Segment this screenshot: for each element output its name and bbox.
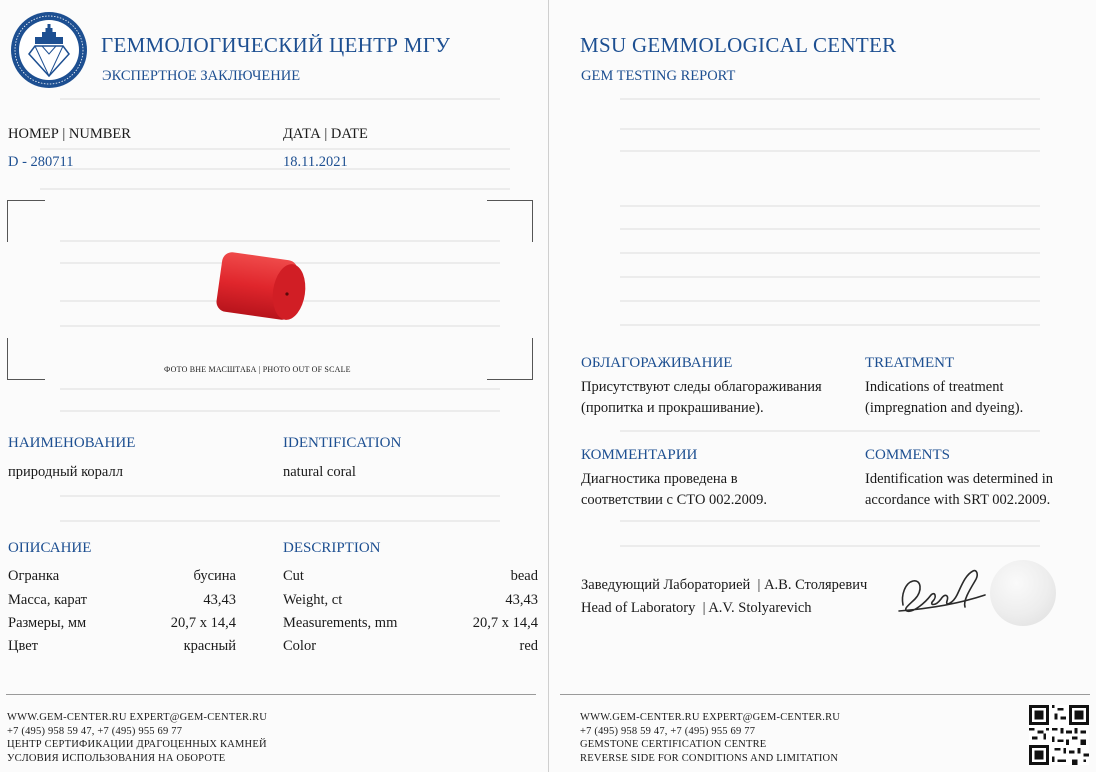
name-heading-en: IDENTIFICATION <box>283 435 402 451</box>
description-heading-ru: ОПИСАНИЕ <box>8 540 92 556</box>
footer-left-line-3: ЦЕНТР СЕРТИФИКАЦИИ ДРАГОЦЕННЫХ КАМНЕЙ <box>7 739 267 750</box>
msu-gemmological-logo-icon <box>9 10 89 90</box>
footer-right <box>580 711 840 765</box>
number-value: D - 280711 <box>8 154 74 170</box>
size-label-ru: Размеры, мм <box>8 615 87 631</box>
number-label: НОМЕР | NUMBER <box>8 126 131 142</box>
treatment-text-en-line-1: Indications of treatment <box>865 379 1004 395</box>
footer-left-line-4: УСЛОВИЯ ИСПОЛЬЗОВАНИЯ НА ОБОРОТЕ <box>7 752 226 764</box>
treatment-text-en-line-2: (impregnation and dyeing). <box>865 400 1024 416</box>
footer-right-line-4: REVERSE SIDE FOR CONDITIONS AND LIMITATION <box>580 752 839 764</box>
name-value-en: natural coral <box>283 464 356 480</box>
weight-label-ru: Масса, карат <box>8 592 87 608</box>
signer-ru: Заведующий Лабораторией | А.В. Столяревич <box>581 577 868 593</box>
signer-en: Head of Laboratory | A.V. Stolyarevich <box>581 600 812 616</box>
cut-value-en: bead <box>510 568 538 584</box>
treatment-heading-en: TREATMENT <box>865 355 955 371</box>
comments-text-en-line-2: accordance with SRT 002.2009. <box>865 492 1051 508</box>
report-title-en: GEM TESTING REPORT <box>581 68 736 84</box>
date-label: ДАТА | DATE <box>283 126 368 142</box>
treatment-text-ru <box>581 377 822 419</box>
photo-caption: ФОТО ВНЕ МАСШТАБА | PHOTO OUT OF SCALE <box>164 365 351 374</box>
comments-heading-en: COMMENTS <box>865 447 951 463</box>
color-label-en: Color <box>283 638 317 654</box>
footer-divider-right <box>560 694 1090 695</box>
org-title-ru: ГЕММОЛОГИЧЕСКИЙ ЦЕНТР МГУ <box>101 33 451 57</box>
treatment-heading-ru: ОБЛАГОРАЖИВАНИЕ <box>581 355 733 371</box>
footer-right-line-3: GEMSTONE CERTIFICATION CENTRE <box>580 739 767 750</box>
org-title-en: MSU GEMMOLOGICAL CENTER <box>580 33 897 57</box>
name-value-ru: природный коралл <box>8 464 123 480</box>
footer-divider-left <box>6 694 536 695</box>
treatment-text-en <box>865 377 1023 419</box>
footer-left-line-2: +7 (495) 958 59 47, +7 (495) 955 69 77 <box>7 725 183 737</box>
qr-code-icon[interactable] <box>1029 705 1089 765</box>
comments-heading-ru: КОММЕНТАРИИ <box>581 447 698 463</box>
cut-value-ru: бусина <box>193 568 236 584</box>
cut-label-en: Cut <box>283 568 304 584</box>
weight-value-ru: 43,43 <box>203 592 236 608</box>
comments-text-ru-line-1: Диагностика проведена в <box>581 471 738 487</box>
page-fold <box>548 0 549 772</box>
name-heading-ru: НАИМЕНОВАНИЕ <box>8 435 136 451</box>
footer-left <box>7 711 267 765</box>
comments-text-en-line-1: Identification was determined in <box>865 471 1054 487</box>
weight-value-en: 43,43 <box>505 592 538 608</box>
report-title-ru: ЭКСПЕРТНОЕ ЗАКЛЮЧЕНИЕ <box>102 68 301 84</box>
size-value-ru: 20,7 x 14,4 <box>170 615 236 631</box>
size-value-en: 20,7 x 14,4 <box>472 615 538 631</box>
footer-right-line-1: WWW.GEM-CENTER.RU EXPERT@GEM-CENTER.RU <box>580 712 841 723</box>
comments-text-ru-line-2: соответствии с СТО 002.2009. <box>581 492 768 508</box>
color-value-en: red <box>519 638 538 654</box>
treatment-text-ru-line-2: (пропитка и прокрашивание). <box>581 400 764 416</box>
footer-right-line-2: +7 (495) 958 59 47, +7 (495) 955 69 77 <box>580 725 756 737</box>
treatment-text-ru-line-1: Присутствуют следы облагораживания <box>581 379 822 395</box>
color-value-ru: красный <box>183 638 236 654</box>
weight-label-en: Weight, ct <box>283 592 343 608</box>
color-label-ru: Цвет <box>8 638 39 654</box>
size-label-en: Measurements, mm <box>283 615 398 631</box>
signature-icon <box>895 565 990 617</box>
description-heading-en: DESCRIPTION <box>283 540 381 556</box>
comments-text-ru <box>581 469 767 511</box>
date-value: 18.11.2021 <box>283 154 348 170</box>
comments-text-en <box>865 469 1053 511</box>
coral-bead-photo <box>215 250 311 322</box>
footer-left-line-1: WWW.GEM-CENTER.RU EXPERT@GEM-CENTER.RU <box>7 712 268 723</box>
cut-label-ru: Огранка <box>8 568 60 584</box>
holographic-seal-icon <box>990 560 1056 626</box>
